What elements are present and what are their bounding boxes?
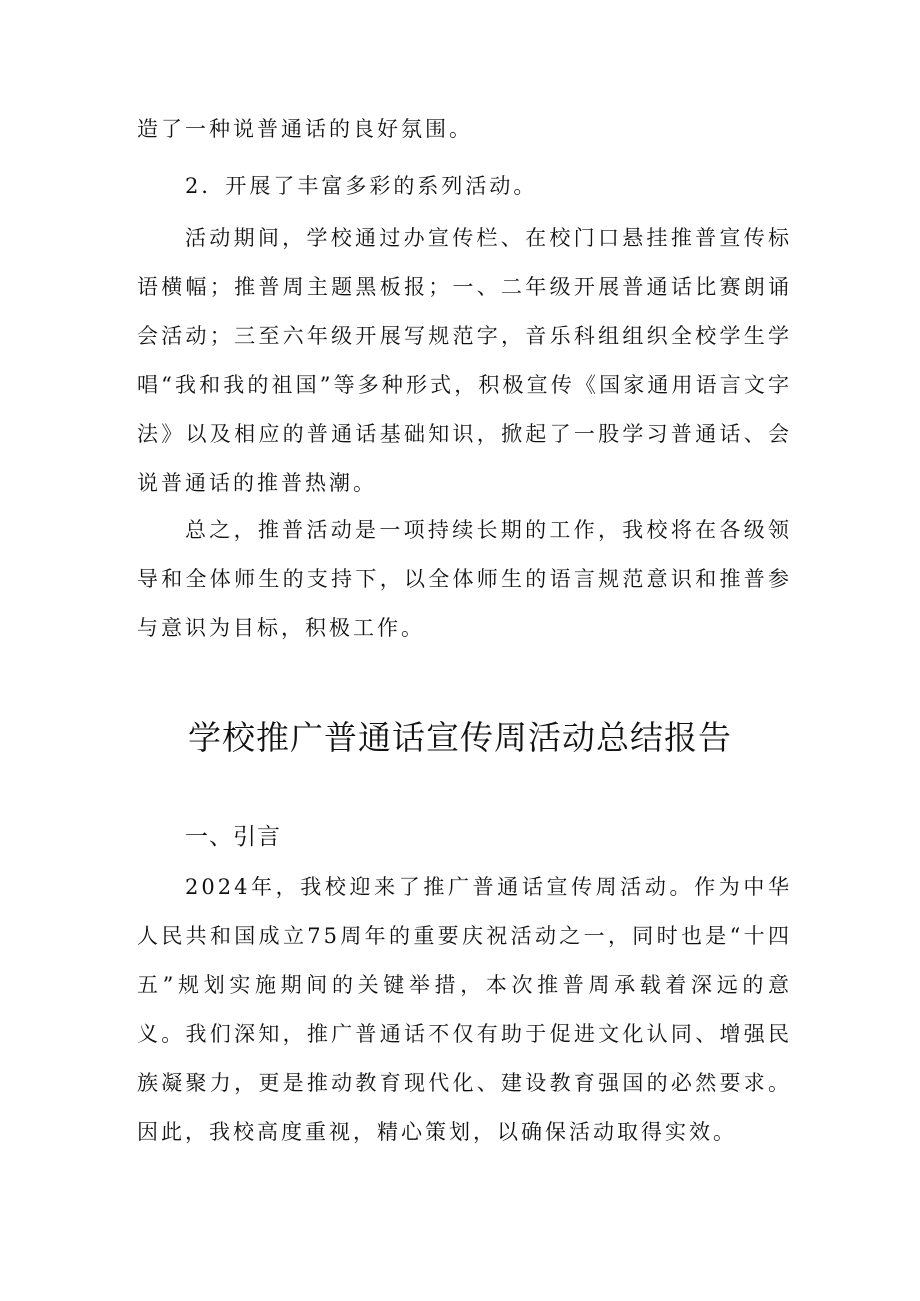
introduction-paragraph: 2024年，我校迎来了推广普通话宣传周活动。作为中华人民共和国成立75周年的重要庆祝活动之一，同时也是“十四五”规划实施期间的关键举措，本次推普周承载着深远的意义。我们深知，推广普通话不仅有助于促进文化认同、增强民族凝聚力，更是推动教育现代化、建设教育强国的必然要求。因此，我校高度重视，精心策划，以确保活动取得实效。 [137, 875, 792, 1144]
list-item-2-heading: 2．开展了丰富多彩的系列活动。 [185, 174, 538, 198]
section-heading-introduction: 一、引言 [185, 824, 281, 850]
continuation-paragraph: 造了一种说普通话的良好氛围。 [137, 117, 473, 141]
summary-paragraph: 总之，推普活动是一项持续长期的工作，我校将在各级领导和全体师生的支持下，以全体师生的语言规范意识和推普参与意识为目标，积极工作。 [137, 518, 792, 640]
document-title: 学校推广普通话宣传周活动总结报告 [188, 718, 732, 757]
activities-paragraph: 活动期间，学校通过办宣传栏、在校门口悬挂推普宣传标语横幅；推普周主题黑板报；一、二年级开展普通话比赛朗诵会活动；三至六年级开展写规范字，音乐科组组织全校学生学唱“我和我的祖国”等多种形式，积极宣传《国家通用语言文字法》以及相应的普通话基础知识，掀起了一股学习普通话、会说普通话的推普热潮。 [137, 226, 792, 495]
